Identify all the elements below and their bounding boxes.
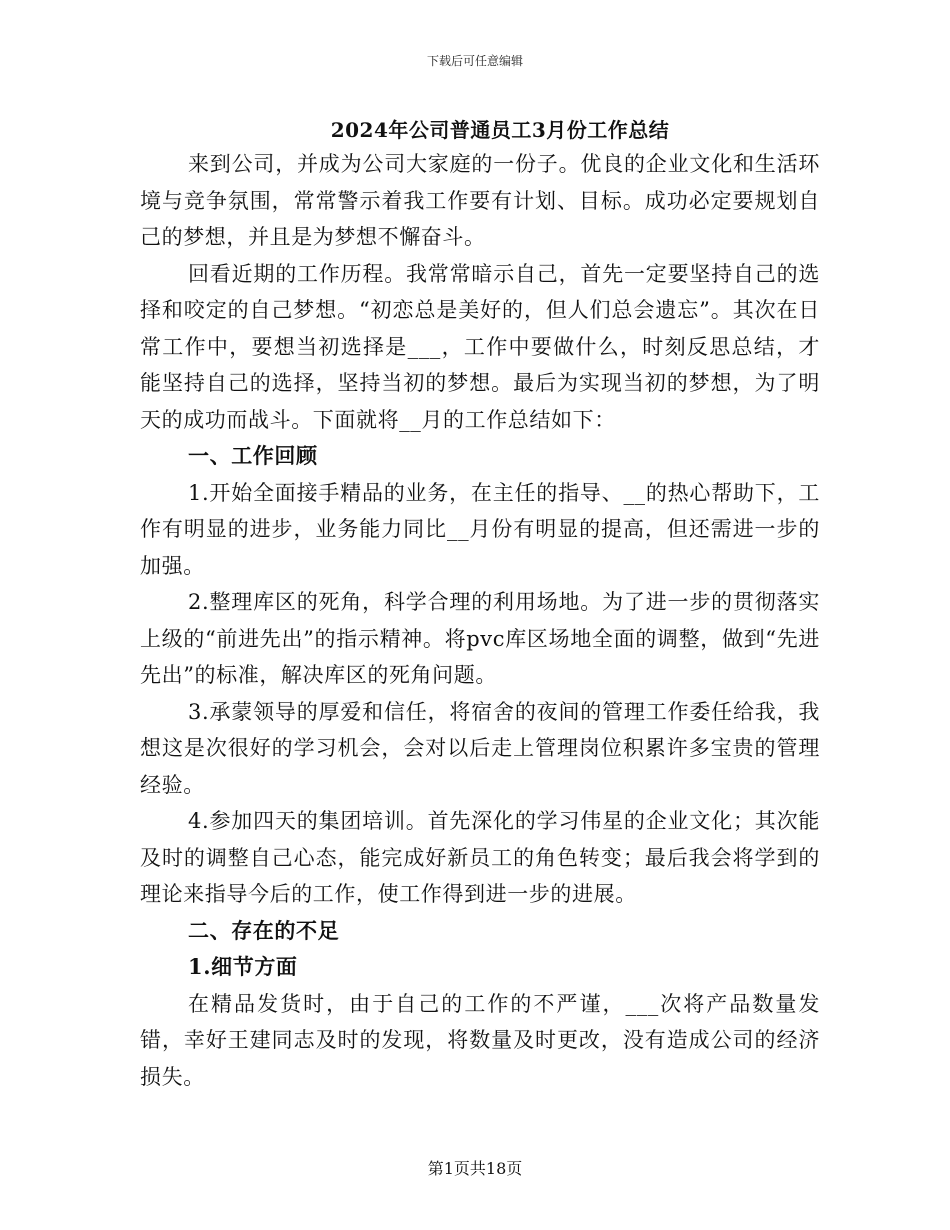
paragraph-item-2: 2.整理库区的死角，科学合理的利用场地。为了进一步的贯彻落实上级的“前进先出”的指示精神。将pvc库区场地全面的调整，做到“先进先出”的标准，解决库区的死角问题。 [140, 590, 820, 687]
section-heading-shortcomings: 二、存在的不足 [188, 917, 340, 943]
paragraph-item-4: 4.参加四天的集团培训。首先深化的学习伟星的企业文化；其次能及时的调整自己心态，能完成好新员工的角色转变；最后我会将学到的理论来指导今后的工作，使工作得到进一步的进展。 [140, 809, 820, 906]
paragraph-item-3: 3.承蒙领导的厚爱和信任，将宿舍的夜间的管理工作委任给我，我想这是次很好的学习机会，会对以后走上管理岗位积累许多宝贵的管理经验。 [140, 699, 820, 797]
paragraph-item-1: 1.开始全面接手精品的业务，在主任的指导、__的热心帮助下，工作有明显的进步，业务能力同比__月份有明显的提高，但还需进一步的加强。 [140, 480, 820, 578]
document-title: 2024年公司普通员工3月份工作总结 [330, 118, 670, 142]
paragraph-intro: 来到公司，并成为公司大家庭的一份子。优良的企业文化和生活环境与竞争氛围，常常警示着我工作要有计划、目标。成功必定要规划自己的梦想，并且是为梦想不懈奋斗。 [140, 152, 820, 249]
paragraph-details: 在精品发货时，由于自己的工作的不严谨，___次将产品数量发错，幸好王建同志及时的发现，将数量及时更改，没有造成公司的经济损失。 [140, 991, 820, 1089]
subheading-details: 1.细节方面 [188, 954, 298, 979]
page-footer: 第1页共18页 [427, 1159, 523, 1178]
header-note: 下载后可任意编辑 [426, 54, 523, 68]
section-heading-work-review: 一、工作回顾 [188, 443, 318, 468]
paragraph-review: 回看近期的工作历程。我常常暗示自己，首先一定要坚持自己的选择和咬定的自己梦想。“初恋总是美好的，但人们总会遗忘”。其次在日常工作中，要想当初选择是___，工作中要做什么，时刻反思总结，才能坚持自己的选择，坚持当初的梦想。最后为实现当初的梦想，为了明天的成功而战斗。下面就将__月的工作总结如下： [140, 261, 820, 432]
document-body [140, 146, 820, 1095]
